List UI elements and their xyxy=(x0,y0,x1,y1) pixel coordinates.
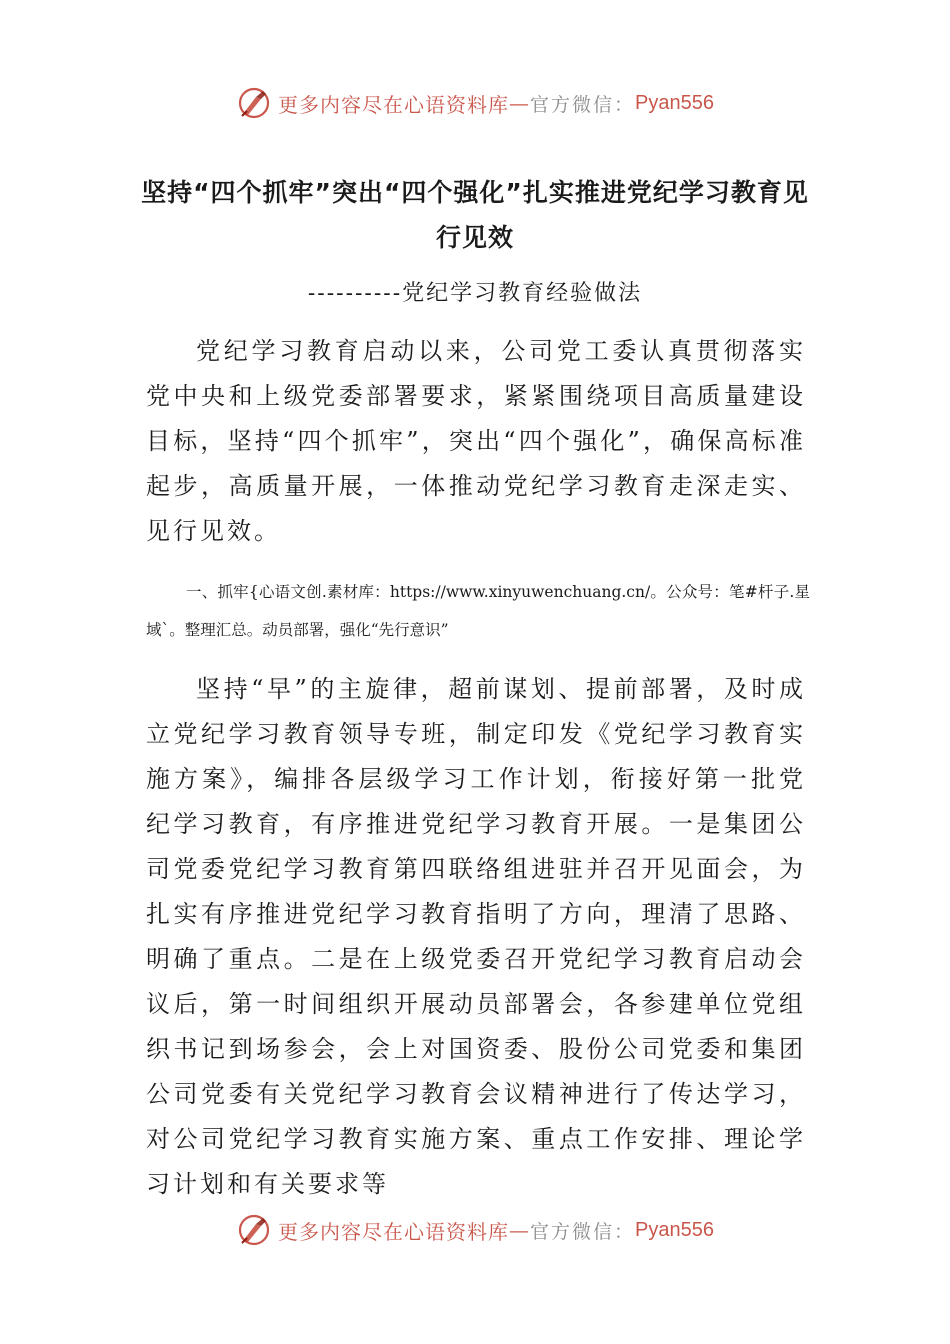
watermark-text: 更多内容尽在心语资料库 xyxy=(278,1219,509,1244)
document-title: 坚持“四个抓牢”突出“四个强化”扎实推进党纪学习教育见行见效 xyxy=(141,178,809,252)
wechat-id: Pyan556 xyxy=(635,91,714,114)
wechat-id: Pyan556 xyxy=(635,1218,714,1241)
pen-nib-circle-icon xyxy=(236,1212,272,1248)
document-subtitle: ----------党纪学习教育经验做法 xyxy=(307,281,643,306)
watermark-banner-top xyxy=(0,79,950,127)
wechat-label: 官方微信： xyxy=(530,1220,636,1243)
watermark-banner-bottom xyxy=(0,1206,950,1254)
wechat-label: 官方微信： xyxy=(530,93,636,116)
watermark-separator: — xyxy=(509,1218,530,1242)
intro-paragraph: 党纪学习教育启动以来，公司党工委认真贯彻落实党中央和上级党委部署要求，紧紧围绕项目高质量建设目标，坚持“四个抓牢”，突出“四个强化”，确保高标准起步，高质量开展，一体推动党纪学习教育走深走实、见行见效。 xyxy=(146,337,806,545)
section-heading: 一、抓牢{心语文创.素材库：https://www.xinyuwenchuang.cn/。公众号：笔#杆子.星域`。整理汇总。动员部署，强化“先行意识” xyxy=(146,583,810,639)
watermark-separator: — xyxy=(509,91,530,115)
watermark-text: 更多内容尽在心语资料库 xyxy=(278,92,509,117)
section-body-paragraph: 坚持“早”的主旋律，超前谋划、提前部署，及时成立党纪学习教育领导专班，制定印发《党纪学习教育实施方案》，编排各层级学习工作计划，衔接好第一批党纪学习教育，有序推进党纪学习教育开展。一是集团公司党委党纪学习教育第四联络组进驻并召开见面会，为扎实有序推进党纪学习教育指明了方向，理清了思路、明确了重点。二是在上级党委召开党纪学习教育启动会议后，第一时间组织开展动员部署会，各参建单位党组织书记到场参会，会上对国资委、股份公司党委和集团公司党委有关党纪学习教育会议精神进行了传达学习，对公司党纪学习教育实施方案、重点工作安排、理论学习计划和有关要求等 xyxy=(146,675,806,1198)
pen-nib-circle-icon xyxy=(236,85,272,121)
